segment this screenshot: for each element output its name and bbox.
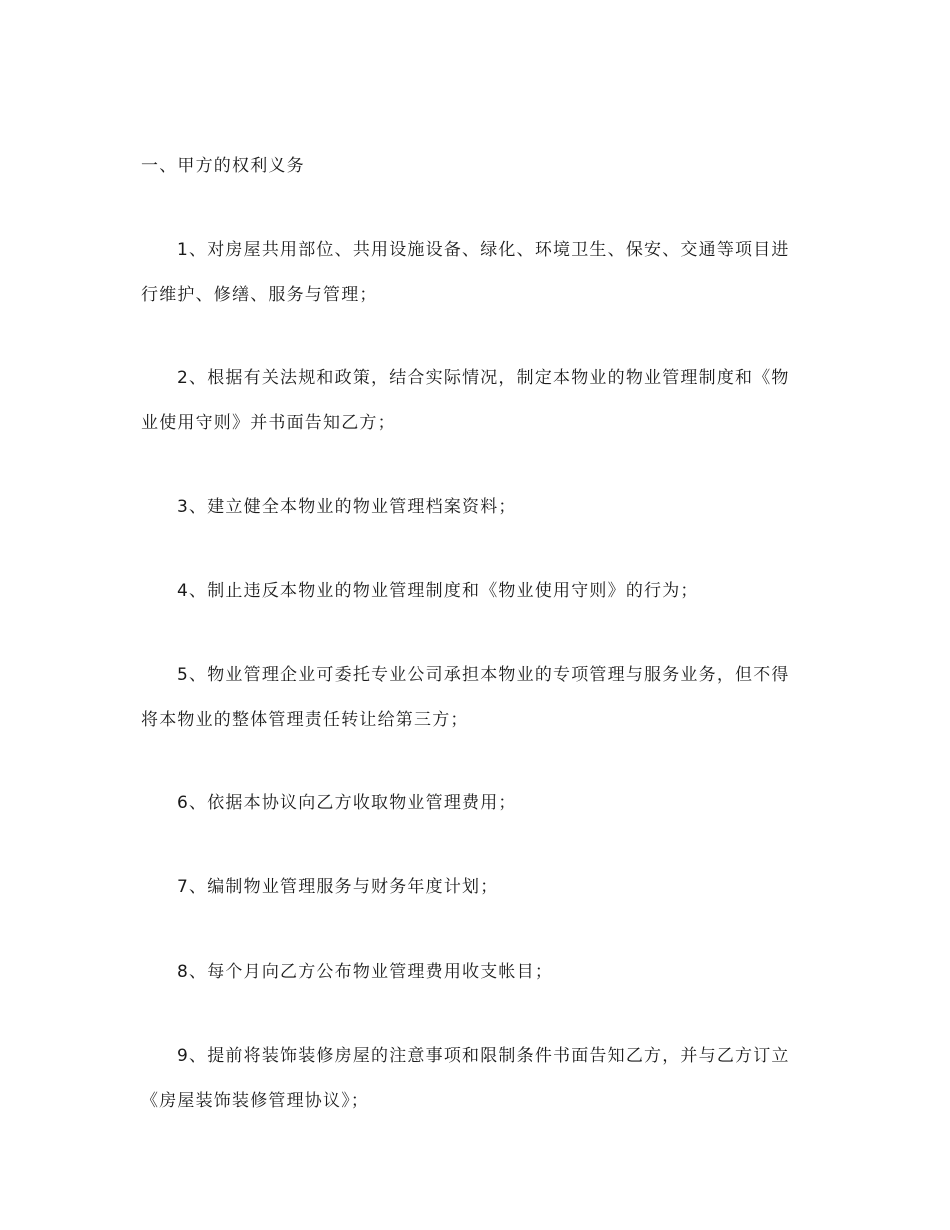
clause-5 [141,653,806,743]
clause-1 [141,228,806,318]
clause-7 [141,865,806,910]
clause-2 [141,356,806,446]
clause-1-line-1: 1、对房屋共用部位、共用设施设备、绿化、环境卫生、保安、交通等项目进 [177,240,790,260]
clause-9-line-1: 9、提前将装饰装修房屋的注意事项和限制条件书面告知乙方，并与乙方订立 [177,1046,790,1066]
clause-3-line-1: 3、建立健全本物业的物业管理档案资料； [177,497,517,517]
clause-3 [141,485,806,530]
clause-9 [141,1034,806,1124]
clause-5-line-1: 5、物业管理企业可委托专业公司承担本物业的专项管理与服务业务，但不得 [177,665,790,685]
clause-7-line-1: 7、编制物业管理服务与财务年度计划； [177,877,499,897]
clause-1-line-2: 行维护、修缮、服务与管理； [141,285,378,305]
clause-9-line-2: 《房屋装饰装修管理协议》； [141,1091,370,1111]
clause-4-line-1: 4、制止违反本物业的物业管理制度和《物业使用守则》的行为； [177,581,699,601]
clause-8-line-1: 8、每个月向乙方公布物业管理费用收支帐目； [177,962,554,982]
clause-2-line-1: 2、根据有关法规和政策，结合实际情况，制定本物业的物业管理制度和《物 [177,368,790,388]
section-heading: 一、甲方的权利义务 [141,156,305,176]
clause-5-line-2: 将本物业的整体管理责任转让给第三方； [141,710,469,730]
clause-6 [141,781,806,826]
clause-8 [141,950,806,995]
clause-2-line-2: 业使用守则》并书面告知乙方； [141,413,396,433]
clause-4 [141,569,806,614]
clause-6-line-1: 6、依据本协议向乙方收取物业管理费用； [177,793,517,813]
